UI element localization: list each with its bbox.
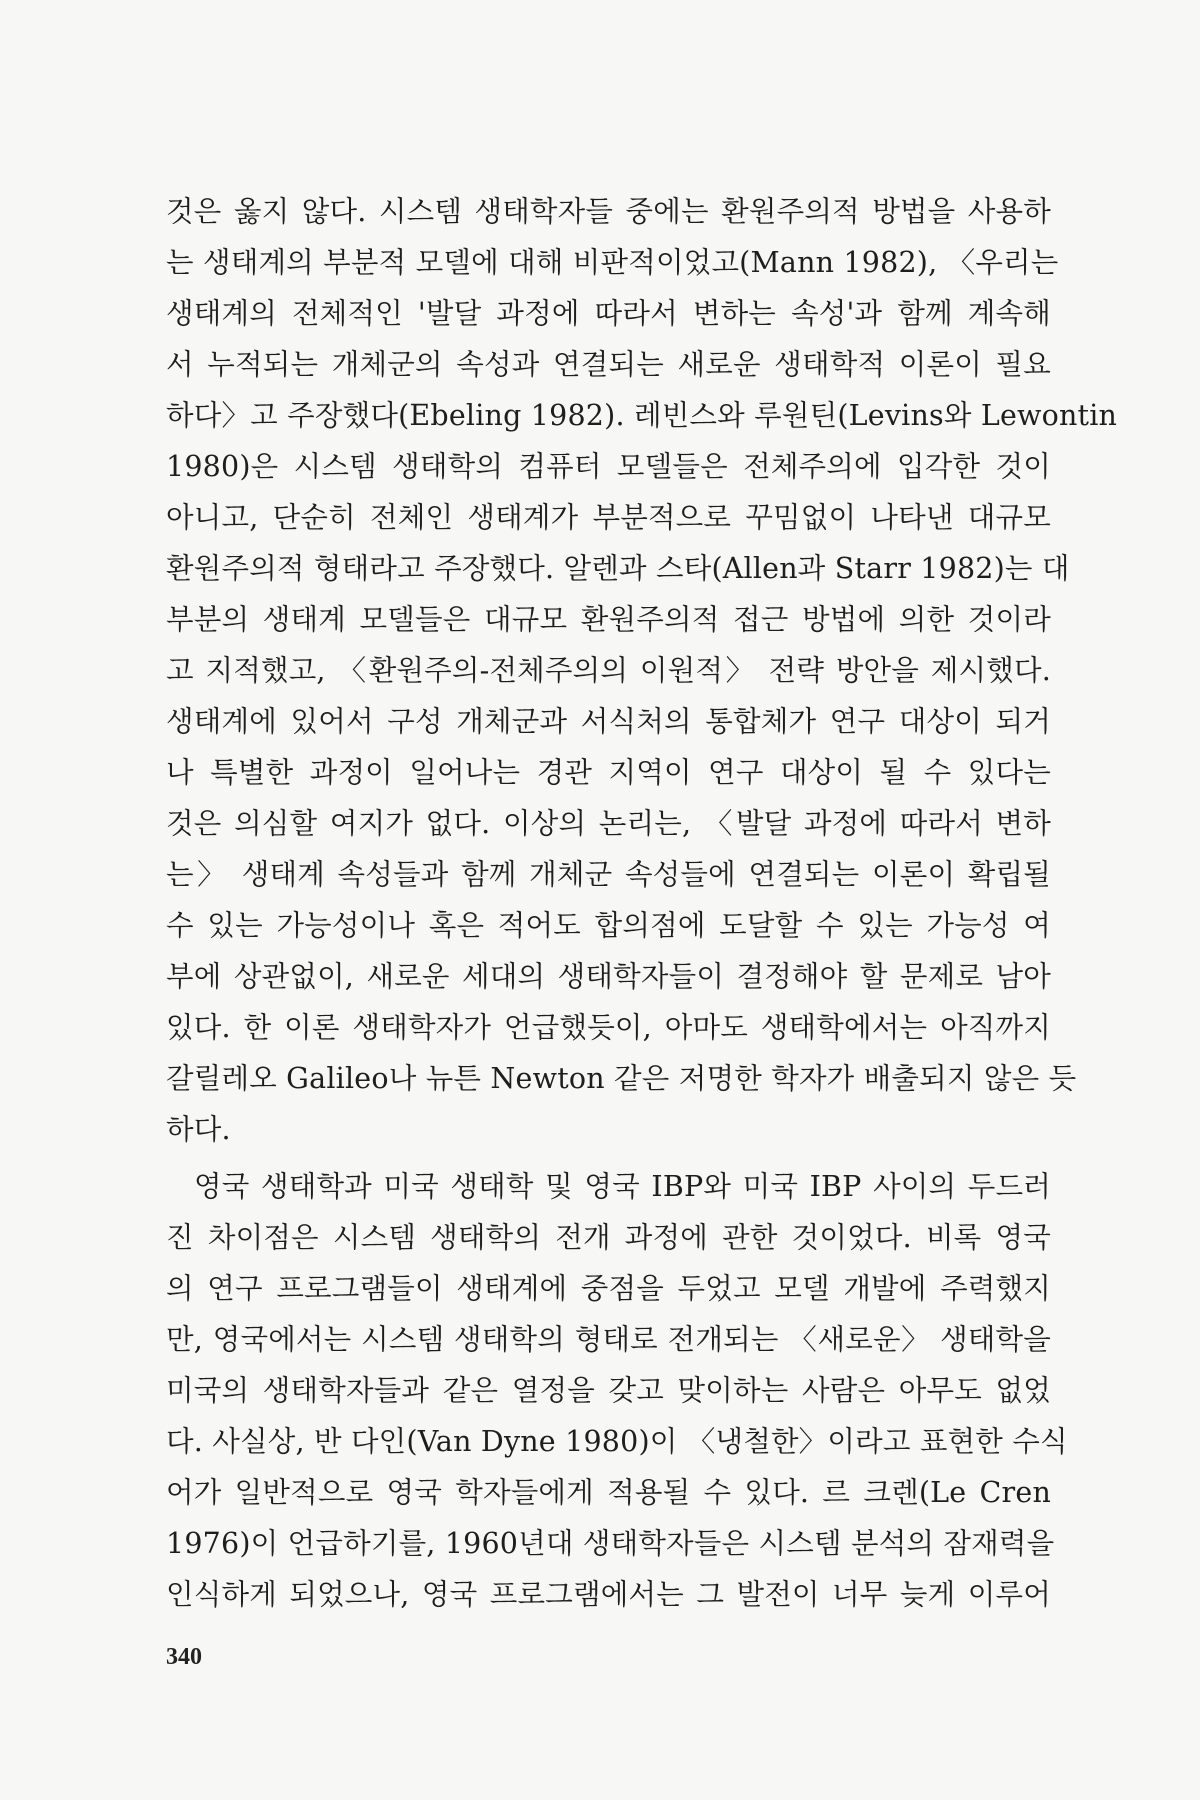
text-line: 부에 상관없이, 새로운 세대의 생태학자들이 결정해야 할 문제로 남아 <box>166 960 1051 993</box>
text-line: 의 연구 프로그램들이 생태계에 중점을 두었고 모델 개발에 주력했지 <box>166 1272 1051 1305</box>
text-line: 하다〉고 주장했다(Ebeling 1982). 레빈스와 루원틴(Levins와 Lewontin <box>166 399 1118 432</box>
text-line: 서 누적되는 개체군의 속성과 연결되는 새로운 생태학적 이론이 필요 <box>166 348 1051 381</box>
text-line: 있다. 한 이론 생태학자가 언급했듯이, 아마도 생태학에서는 아직까지 <box>166 1011 1051 1044</box>
text-line: 생태계의 전체적인 '발달 과정에 따라서 변하는 속성'과 함께 계속해 <box>166 297 1051 330</box>
text-line: 1976)이 언급하기를, 1960년대 생태학자들은 시스템 분석의 잠재력을 <box>166 1527 1055 1560</box>
text-line: 것은 의심할 여지가 없다. 이상의 논리는, 〈발달 과정에 따라서 변하 <box>166 807 1051 840</box>
text-line: 만, 영국에서는 시스템 생태학의 형태로 전개되는 〈새로운〉 생태학을 <box>166 1323 1051 1356</box>
text-line: 1980)은 시스템 생태학의 컴퓨터 모델들은 전체주의에 입각한 것이 <box>166 450 1051 483</box>
text-line: 나 특별한 과정이 일어나는 경관 지역이 연구 대상이 될 수 있다는 <box>166 756 1051 789</box>
page-number: 340 <box>166 1644 202 1670</box>
paragraph-2 <box>166 1161 1068 1620</box>
text-line: 진 차이점은 시스템 생태학의 전개 과정에 관한 것이었다. 비록 영국 <box>166 1221 1051 1254</box>
text-line: 는〉 생태계 속성들과 함께 개체군 속성들에 연결되는 이론이 확립될 <box>166 858 1051 891</box>
text-line: 다. 사실상, 반 다인(Van Dyne 1980)이 〈냉철한〉이라고 표현한 수식 <box>166 1425 1068 1458</box>
text-line: 갈릴레오 Galileo나 뉴튼 Newton 같은 저명한 학자가 배출되지 않은 듯 <box>166 1062 1077 1095</box>
text-line: 어가 일반적으로 영국 학자들에게 적용될 수 있다. 르 크렌(Le Cren <box>166 1476 1051 1509</box>
text-line: 인식하게 되었으나, 영국 프로그램에서는 그 발전이 너무 늦게 이루어 <box>166 1578 1051 1611</box>
text-line: 것은 옳지 않다. 시스템 생태학자들 중에는 환원주의적 방법을 사용하 <box>166 195 1051 228</box>
text-line: 아니고, 단순히 전체인 생태계가 부분적으로 꾸밈없이 나타낸 대규모 <box>166 501 1051 534</box>
text-line: 고 지적했고, 〈환원주의-전체주의의 이원적〉 전략 방안을 제시했다. <box>166 654 1051 687</box>
text-line: 는 생태계의 부분적 모델에 대해 비판적이었고(Mann 1982), 〈우리는 <box>166 246 1059 279</box>
text-line: 영국 생태학과 미국 생태학 및 영국 IBP와 미국 IBP 사이의 두드러 <box>194 1170 1051 1203</box>
text-line: 환원주의적 형태라고 주장했다. 알렌과 스타(Allen과 Starr 1982)는 대 <box>166 552 1070 585</box>
text-line: 생태계에 있어서 구성 개체군과 서식처의 통합체가 연구 대상이 되거 <box>166 705 1051 738</box>
text-line: 하다. <box>166 1113 231 1146</box>
paragraph-1 <box>166 186 1118 1155</box>
body-text <box>166 186 1118 1620</box>
text-line: 부분의 생태계 모델들은 대규모 환원주의적 접근 방법에 의한 것이라 <box>166 603 1051 636</box>
text-line: 미국의 생태학자들과 같은 열정을 갖고 맞이하는 사람은 아무도 없었 <box>166 1374 1051 1407</box>
text-line: 수 있는 가능성이나 혹은 적어도 합의점에 도달할 수 있는 가능성 여 <box>166 909 1051 942</box>
